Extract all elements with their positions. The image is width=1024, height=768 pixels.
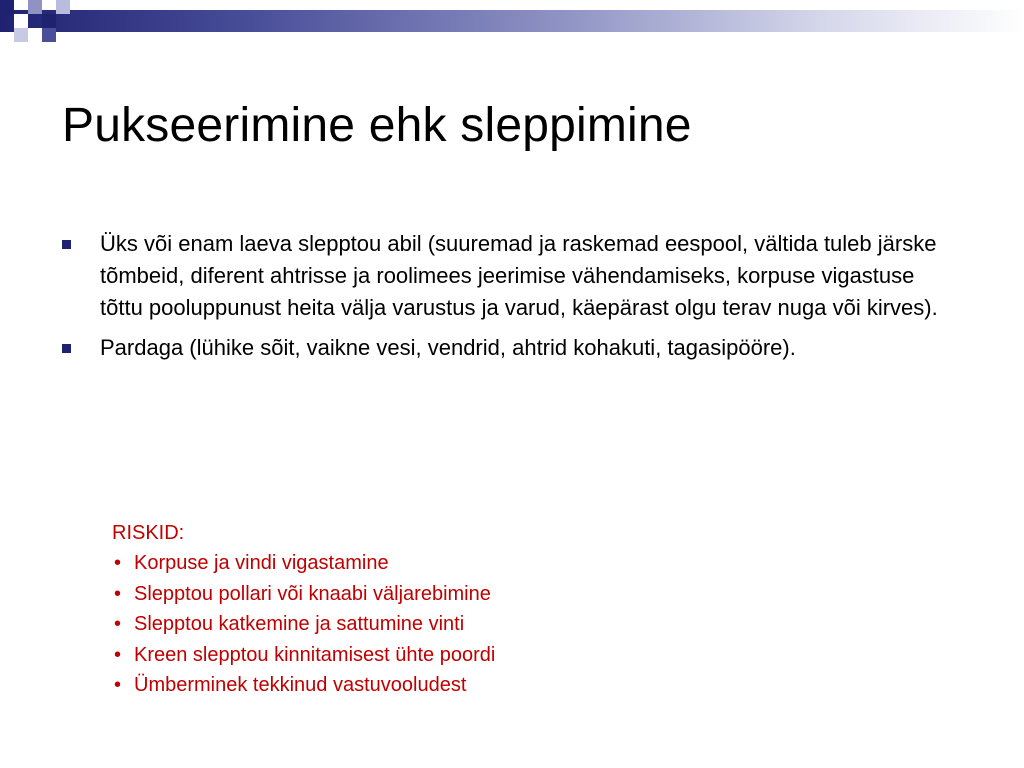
risk-text: Kreen slepptou kinnitamisest ühte poordi <box>134 643 496 666</box>
bullet-item <box>62 228 962 324</box>
main-bullet-list <box>62 228 962 372</box>
round-bullet-icon: • <box>114 613 122 636</box>
risk-item <box>112 670 495 700</box>
slide-title: Pukseerimine ehk sleppimine <box>62 99 692 152</box>
square-bullet-icon <box>62 344 71 353</box>
round-bullet-icon: • <box>114 582 122 605</box>
risks-heading: RISKID: <box>112 522 185 544</box>
header-decoration-square <box>0 0 14 14</box>
risk-text: Slepptou pollari või knaabi väljarebimine <box>134 582 491 605</box>
risk-item <box>112 640 495 670</box>
square-bullet-icon <box>62 240 71 249</box>
risk-text: Korpuse ja vindi vigastamine <box>134 552 389 575</box>
round-bullet-icon: • <box>114 673 122 696</box>
header-decoration-square <box>28 0 42 14</box>
risk-item <box>112 579 495 609</box>
risks-list <box>112 548 495 700</box>
header-decoration-square <box>42 14 56 28</box>
bullet-text: Üks või enam laeva slepptou abil (suuremad ja raskemad eespool, vältida tuleb järske tõmbeid, diferent ahtrisse ja roolimees jeerimise vähendamiseks, korpuse vigastuse tõttu pooluppunust heita välja varustus ja varud, käepärast olgu terav nuga või kirves). <box>100 231 938 320</box>
risk-item <box>112 548 495 578</box>
round-bullet-icon: • <box>114 643 122 666</box>
header-decoration-square <box>42 28 56 42</box>
risk-text: Ümberminek tekkinud vastuvooludest <box>134 673 467 696</box>
bullet-text: Pardaga (lühike sõit, vaikne vesi, vendrid, ahtrid kohakuti, tagasipööre). <box>100 334 796 360</box>
header-decoration-bar <box>0 10 1024 32</box>
risk-text: Slepptou katkemine ja sattumine vinti <box>134 613 465 636</box>
round-bullet-icon: • <box>114 552 122 575</box>
header-decoration-square <box>14 14 28 28</box>
bullet-item <box>62 332 962 364</box>
header-decoration-square <box>28 28 42 42</box>
header-decoration-square <box>14 28 28 42</box>
risks-box <box>112 518 495 700</box>
header-decoration-square <box>56 0 70 14</box>
risk-item <box>112 609 495 639</box>
